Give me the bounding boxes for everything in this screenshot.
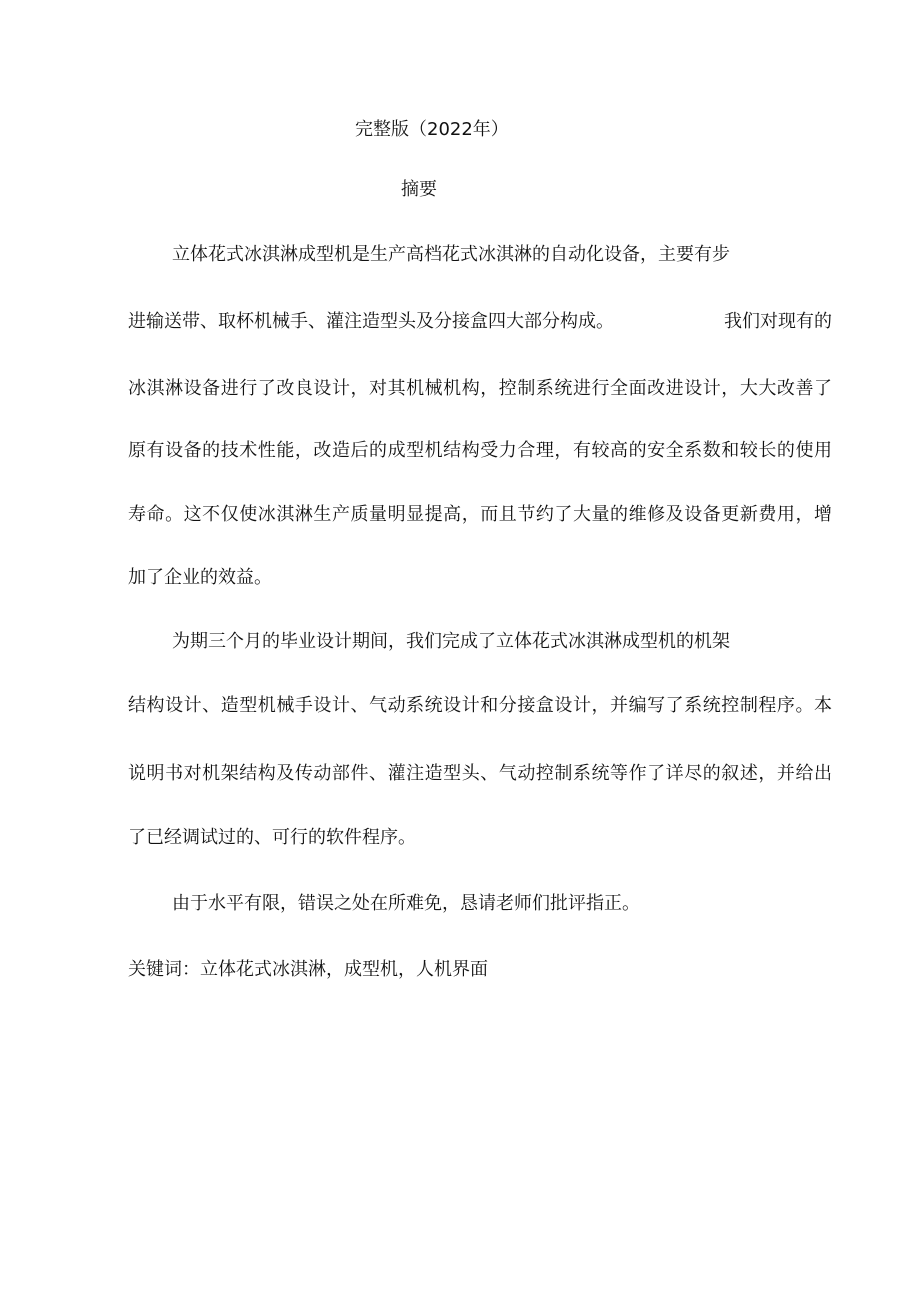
- paragraph-1-line-1: 立体花式冰淇淋成型机是生产高档花式冰淇淋的自动化设备，主要有步: [172, 244, 730, 265]
- paragraph-1-line-6: 加了企业的效益。: [128, 567, 272, 588]
- document-header: 完整版（2022年）: [355, 119, 509, 140]
- paragraph-2-line-4: 了已经调试过的、可行的软件程序。: [128, 827, 416, 848]
- paragraph-3-line-1: 由于水平有限，错误之处在所难免，恳请老师们批评指正。: [172, 893, 640, 914]
- keywords-line: 关键词：立体花式冰淇淋，成型机，人机界面: [128, 959, 488, 980]
- paragraph-1-line-5: 寿命。这不仅使冰淇淋生产质量明显提高，而且节约了大量的维修及设备更新费用，增: [128, 504, 832, 525]
- paragraph-1-line-2-left: 进输送带、取杯机械手、灌注造型头及分接盒四大部分构成。: [128, 311, 614, 332]
- paragraph-2-line-2: 结构设计、造型机械手设计、气动系统设计和分接盒设计，并编写了系统控制程序。本: [128, 695, 832, 716]
- paragraph-1-line-2-right: 我们对现有的: [724, 311, 832, 332]
- abstract-title: 摘要: [401, 179, 437, 200]
- paragraph-1-line-4: 原有设备的技术性能，改造后的成型机结构受力合理，有较高的安全系数和较长的使用: [128, 440, 832, 461]
- paragraph-2-line-1: 为期三个月的毕业设计期间，我们完成了立体花式冰淇淋成型机的机架: [172, 631, 730, 652]
- paragraph-2-line-3: 说明书对机架结构及传动部件、灌注造型头、气动控制系统等作了详尽的叙述，并给出: [128, 763, 832, 784]
- paragraph-1-line-3: 冰淇淋设备进行了改良设计，对其机械机构，控制系统进行全面改进设计，大大改善了: [128, 378, 832, 399]
